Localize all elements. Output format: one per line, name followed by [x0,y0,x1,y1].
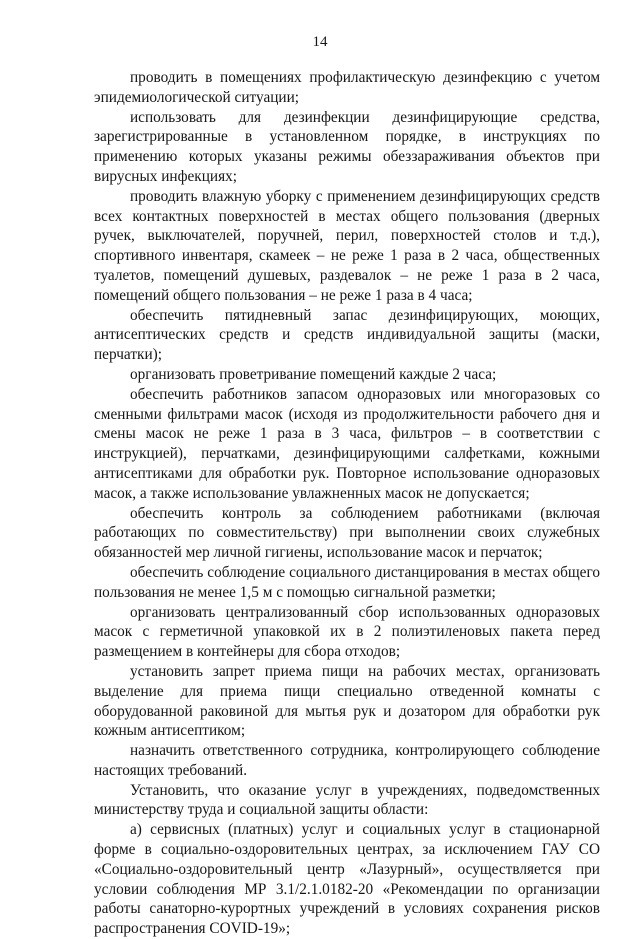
paragraph: проводить влажную уборку с применением дезинфицирующих средств всех контактных поверхностей в местах общего пользования (дверных ручек, выключателей, поручней, перил, поверхностей столов и т.д.), спортивного инвентаря, скамеек – не реже 1 раза в 2 часа, общественных туалетов, помещений душевых, раздевалок – не реже 1 раза в 2 часа, помещений общего пользования – не реже 1 раза в 4 часа; [94,187,600,304]
paragraph: Установить, что оказание услуг в учреждениях, подведомственных министерству труда и социальной защиты области: [94,781,600,819]
paragraph: обеспечить пятидневный запас дезинфицирующих, моющих, антисептических средств и средств индивидуальной защиты (маски, перчатки); [94,306,600,364]
paragraph: организовать проветривание помещений каждые 2 часа; [130,365,497,383]
paragraph: проводить в помещениях профилактическую дезинфекцию с учетом эпидемиологической ситуации; [94,69,600,106]
paragraph: а) сервисных (платных) услуг и социальных услуг в стационарной форме в социально-оздоровительных центрах, за исключением ГАУ СО «Социально-оздоровительный центр «Лазурный», осуществляется при условии соблюдения МР 3.1/2.1.0182-20 «Рекомендации по организации работы санаторно-курортных учреждений в условиях сохранения рисков распространения COVID-19»; [94,821,600,938]
paragraph: обеспечить работников запасом одноразовых или многоразовых со сменными фильтрами масок (исходя из продолжительности рабочего дня и смены масок не реже 1 раза в 3 часа, фильтров – в соответствии с инструкцией), перчатками, дезинфицирующими салфетками, кожными антисептиками для обработки рук. Повторное использование одноразовых масок, а также использование увлажненных масок не допускается; [94,385,600,502]
paragraph: обеспечить контроль за соблюдением работниками (включая работающих по совместительству) при выполнении своих служебных обязанностей мер личной гигиены, использование масок и перчаток; [94,504,600,562]
paragraph: организовать централизованный сбор использованных одноразовых масок с герметичной упаковкой их в 2 полиэтиленовых пакета перед размещением в контейнеры для сбора отходов; [94,603,600,661]
document-body [94,68,600,939]
page-number: 14 [312,34,328,50]
paragraph: использовать для дезинфекции дезинфицирующие средства, зарегистрированные в установленном порядке, в инструкциях по применению которых указаны режимы обеззараживания объектов при вирусных инфекциях; [94,108,600,185]
paragraph: обеспечить соблюдение социального дистанцирования в местах общего пользования не менее 1,5 м с помощью сигнальной разметки; [94,563,600,601]
paragraph: установить запрет приема пищи на рабочих местах, организовать выделение для приема пищи специально отведенной комнаты с оборудованной раковиной для мытья рук и дозатором для обработки рук кожным антисептиком; [94,662,600,740]
paragraph: назначить ответственного сотрудника, контролирующего соблюдение настоящих требований. [94,742,600,779]
